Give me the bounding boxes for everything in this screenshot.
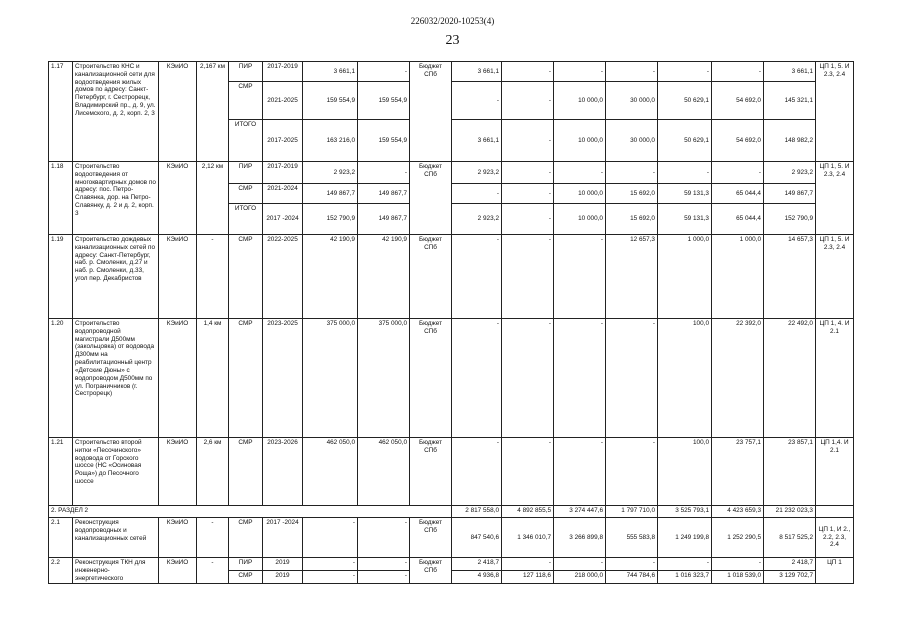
year-value: 1 346 010,7 <box>502 518 554 558</box>
table-row <box>49 162 854 184</box>
funding-source: Бюджет СПб <box>410 62 452 162</box>
table-row <box>49 319 854 438</box>
object-name: Реконструкция ТКН для инженерно-энергетического <box>73 558 159 584</box>
year-value: 555 583,8 <box>606 518 658 558</box>
object-name: Реконструкция водопроводных и канализационных сетей <box>73 518 159 558</box>
period: 2021-2025 <box>263 82 303 120</box>
year-value: 65 044,4 <box>712 204 764 235</box>
sum-value: 2 923,2 <box>764 162 816 184</box>
row-number: 2.2 <box>49 558 73 584</box>
year-value: 54 692,0 <box>712 82 764 120</box>
sum-value: 2 418,7 <box>764 558 816 571</box>
year-value: - <box>712 62 764 82</box>
executor: КЭиИО <box>159 518 197 558</box>
year-value: - <box>554 438 606 506</box>
year-value: 12 657,3 <box>606 235 658 319</box>
executor: КЭиИО <box>159 235 197 319</box>
period: 2017 -2024 <box>263 518 303 558</box>
work-type: СМР <box>229 184 263 204</box>
year-value: 1 000,0 <box>712 235 764 319</box>
year-value: 1 249 199,8 <box>658 518 712 558</box>
sum-value: 8 517 525,2 <box>764 518 816 558</box>
length: 2,6 км <box>197 438 229 506</box>
table-row <box>49 235 854 319</box>
work-type: ПИР <box>229 62 263 82</box>
period: 2017-2019 <box>263 62 303 82</box>
year-value: - <box>452 184 502 204</box>
year-value: - <box>452 235 502 319</box>
total-cost: 159 554,9 <box>303 82 358 120</box>
total-cost: 149 867,7 <box>303 184 358 204</box>
object-name: Строительство второй нитки «Песочинского» водовода от Горского шоссе (НС «Осиновая Роща») до Песочного шоссе <box>73 438 159 506</box>
document-id: 226032/2020-10253(4) <box>410 16 495 26</box>
year-value: 1 016 323,7 <box>658 571 712 584</box>
year-value: 847 540,6 <box>452 518 502 558</box>
year-value: - <box>452 319 502 438</box>
work-type: ИТОГО <box>229 120 263 162</box>
year-value: - <box>502 438 554 506</box>
year-value: 59 131,3 <box>658 204 712 235</box>
program-ref: ЦП 1, 5. И 2.3, 2.4 <box>816 235 854 319</box>
object-name: Строительство КНС и канализационной сети для водоотведения жилых домов по адресу: Санкт-Петербург, г. Сестрорецк, Владимирский пр., д. 9, ул. Лисемского, д. 2, корп. 2, 3 <box>73 62 159 162</box>
sum-value: 148 982,2 <box>764 120 816 162</box>
year-value: 2 418,7 <box>452 558 502 571</box>
year-value: 2 923,2 <box>452 162 502 184</box>
period: 2023-2026 <box>263 438 303 506</box>
funding-source: Бюджет СПб <box>410 438 452 506</box>
period: 2022-2025 <box>263 235 303 319</box>
table-row <box>49 518 854 558</box>
program-ref: ЦП 1 <box>816 558 854 584</box>
program-ref: ЦП 1, 5. И 2.3, 2.4 <box>816 62 854 162</box>
period: 2019 <box>263 571 303 584</box>
executor: КЭиИО <box>159 438 197 506</box>
year-value: 10 000,0 <box>554 120 606 162</box>
remaining-cost: 42 190,9 <box>358 235 410 319</box>
funding-source: Бюджет СПб <box>410 558 452 584</box>
period: 2017-2019 <box>263 162 303 184</box>
remaining-cost: 149 867,7 <box>358 184 410 204</box>
table-row <box>49 438 854 506</box>
total-cost: - <box>303 518 358 558</box>
row-number: 2.1 <box>49 518 73 558</box>
year-value: 50 629,1 <box>658 82 712 120</box>
sum-value: 152 790,9 <box>764 204 816 235</box>
year-value: - <box>712 162 764 184</box>
year-value: - <box>502 162 554 184</box>
sum-value: 14 657,3 <box>764 235 816 319</box>
year-value: - <box>502 204 554 235</box>
row-number: 1.19 <box>49 235 73 319</box>
program-table <box>48 61 854 584</box>
remaining-cost: 159 554,9 <box>358 82 410 120</box>
year-value: 218 000,0 <box>554 571 606 584</box>
length: - <box>197 235 229 319</box>
year-value: 1 000,0 <box>658 235 712 319</box>
year-value: - <box>554 319 606 438</box>
year-value: 1 252 290,5 <box>712 518 764 558</box>
year-value: 10 000,0 <box>554 204 606 235</box>
length: 1,4 км <box>197 319 229 438</box>
funding-source: Бюджет СПб <box>410 162 452 235</box>
year-value: - <box>554 558 606 571</box>
year-value: - <box>606 319 658 438</box>
section-title: 2. РАЗДЕЛ 2 <box>49 506 452 518</box>
year-value: - <box>502 62 554 82</box>
year-value: - <box>502 319 554 438</box>
object-name: Строительство водоотведения от многоквартирных домов по адресу: пос. Петро-Славянка, дор. на Петро-Славянку, д. 2 и д. 2, корп. 3 <box>73 162 159 235</box>
total-cost: 163 216,0 <box>303 120 358 162</box>
total-cost: - <box>303 571 358 584</box>
sum-value: 3 129 702,7 <box>764 571 816 584</box>
period: 2023-2025 <box>263 319 303 438</box>
year-value: - <box>606 558 658 571</box>
remaining-cost: 149 867,7 <box>358 204 410 235</box>
object-name: Строительство водопроводной магистрали Д500мм (закольцовка) от водовода Д300мм на реабилитационный центр «Детские Дюны» с водопроводом Д500мм по ул. Пограничников (г. Сестрорецк) <box>73 319 159 438</box>
work-type: ИТОГО <box>229 204 263 235</box>
year-value: 2 923,2 <box>452 204 502 235</box>
remaining-cost: - <box>358 558 410 571</box>
object-name: Строительство дождевых канализационных сетей по адресу: Санкт-Петербург, наб. р. Смоленки, д.27 и наб. р. Смоленки, д.33, угол пер. Декабристов <box>73 235 159 319</box>
executor: КЭиИО <box>159 162 197 235</box>
year-value: 100,0 <box>658 438 712 506</box>
work-type: СМР <box>229 319 263 438</box>
program-ref: ЦП 1, И 2., 2.2, 2.3, 2.4 <box>816 518 854 558</box>
sum-value: 145 321,1 <box>764 82 816 120</box>
year-value: - <box>502 120 554 162</box>
empty-cell <box>816 506 854 518</box>
year-value: 3 661,1 <box>452 120 502 162</box>
year-value: 15 692,0 <box>606 184 658 204</box>
year-value: - <box>606 162 658 184</box>
year-value: 4 936,8 <box>452 571 502 584</box>
year-value: 3 274 447,6 <box>554 506 606 518</box>
total-cost: 375 000,0 <box>303 319 358 438</box>
program-ref: ЦП 1, 4. И 2.1 <box>816 319 854 438</box>
year-value: - <box>554 162 606 184</box>
funding-source: Бюджет СПб <box>410 518 452 558</box>
year-value: 2 817 558,0 <box>452 506 502 518</box>
year-value: 3 266 899,8 <box>554 518 606 558</box>
work-type: СМР <box>229 438 263 506</box>
total-cost: 152 790,9 <box>303 204 358 235</box>
sum-value: 3 661,1 <box>764 62 816 82</box>
year-value: 22 392,0 <box>712 319 764 438</box>
executor: КЭиИО <box>159 558 197 584</box>
table-row <box>49 558 854 571</box>
year-value: 1 797 710,0 <box>606 506 658 518</box>
total-cost: 42 190,9 <box>303 235 358 319</box>
period: 2017 -2024 <box>263 204 303 235</box>
length: 2,167 км <box>197 62 229 162</box>
total-cost: 3 661,1 <box>303 62 358 82</box>
work-type: ПИР <box>229 558 263 571</box>
year-value: 3 661,1 <box>452 62 502 82</box>
year-value: - <box>554 235 606 319</box>
period: 2019 <box>263 558 303 571</box>
length: 2,12 км <box>197 162 229 235</box>
length: - <box>197 518 229 558</box>
work-type: СМР <box>229 518 263 558</box>
year-value: - <box>452 438 502 506</box>
executor: КЭиИО <box>159 62 197 162</box>
year-value: - <box>502 82 554 120</box>
year-value: - <box>606 62 658 82</box>
year-value: - <box>502 235 554 319</box>
year-value: - <box>502 558 554 571</box>
year-value: - <box>658 162 712 184</box>
total-cost: 2 923,2 <box>303 162 358 184</box>
row-number: 1.21 <box>49 438 73 506</box>
year-value: 59 131,3 <box>658 184 712 204</box>
year-value: 4 892 855,5 <box>502 506 554 518</box>
year-value: - <box>658 62 712 82</box>
program-ref: ЦП 1, 5. И 2.3, 2.4 <box>816 162 854 235</box>
year-value: 1 018 539,0 <box>712 571 764 584</box>
section-row <box>49 506 854 518</box>
remaining-cost: - <box>358 162 410 184</box>
year-value: 100,0 <box>658 319 712 438</box>
year-value: - <box>502 184 554 204</box>
work-type: СМР <box>229 571 263 584</box>
year-value: 50 629,1 <box>658 120 712 162</box>
page-number: 23 <box>445 33 460 48</box>
period: 2017-2025 <box>263 120 303 162</box>
year-value: - <box>452 82 502 120</box>
period: 2021-2024 <box>263 184 303 204</box>
row-number: 1.18 <box>49 162 73 235</box>
table-row <box>49 62 854 82</box>
remaining-cost: 462 050,0 <box>358 438 410 506</box>
row-number: 1.17 <box>49 62 73 162</box>
remaining-cost: 159 554,9 <box>358 120 410 162</box>
funding-source: Бюджет СПб <box>410 235 452 319</box>
sum-value: 23 857,1 <box>764 438 816 506</box>
row-number: 1.20 <box>49 319 73 438</box>
remaining-cost: - <box>358 571 410 584</box>
sum-value: 22 492,0 <box>764 319 816 438</box>
year-value: 54 692,0 <box>712 120 764 162</box>
remaining-cost: - <box>358 62 410 82</box>
year-value: 65 044,4 <box>712 184 764 204</box>
program-ref: ЦП 1,4. И 2.1 <box>816 438 854 506</box>
year-value: 10 000,0 <box>554 82 606 120</box>
year-value: - <box>554 62 606 82</box>
year-value: 23 757,1 <box>712 438 764 506</box>
year-value: 744 784,6 <box>606 571 658 584</box>
sum-value: 21 232 023,3 <box>764 506 816 518</box>
year-value: 4 423 659,3 <box>712 506 764 518</box>
year-value: 127 118,6 <box>502 571 554 584</box>
year-value: 15 692,0 <box>606 204 658 235</box>
remaining-cost: 375 000,0 <box>358 319 410 438</box>
funding-source: Бюджет СПб <box>410 319 452 438</box>
sum-value: 149 867,7 <box>764 184 816 204</box>
year-value: - <box>658 558 712 571</box>
year-value: 10 000,0 <box>554 184 606 204</box>
work-type: СМР <box>229 235 263 319</box>
year-value: 30 000,0 <box>606 120 658 162</box>
work-type: СМР <box>229 82 263 120</box>
remaining-cost: - <box>358 518 410 558</box>
year-value: - <box>712 558 764 571</box>
executor: КЭиИО <box>159 319 197 438</box>
year-value: 30 000,0 <box>606 82 658 120</box>
work-type: ПИР <box>229 162 263 184</box>
year-value: 3 525 793,1 <box>658 506 712 518</box>
year-value: - <box>606 438 658 506</box>
total-cost: 462 050,0 <box>303 438 358 506</box>
total-cost: - <box>303 558 358 571</box>
length: - <box>197 558 229 584</box>
